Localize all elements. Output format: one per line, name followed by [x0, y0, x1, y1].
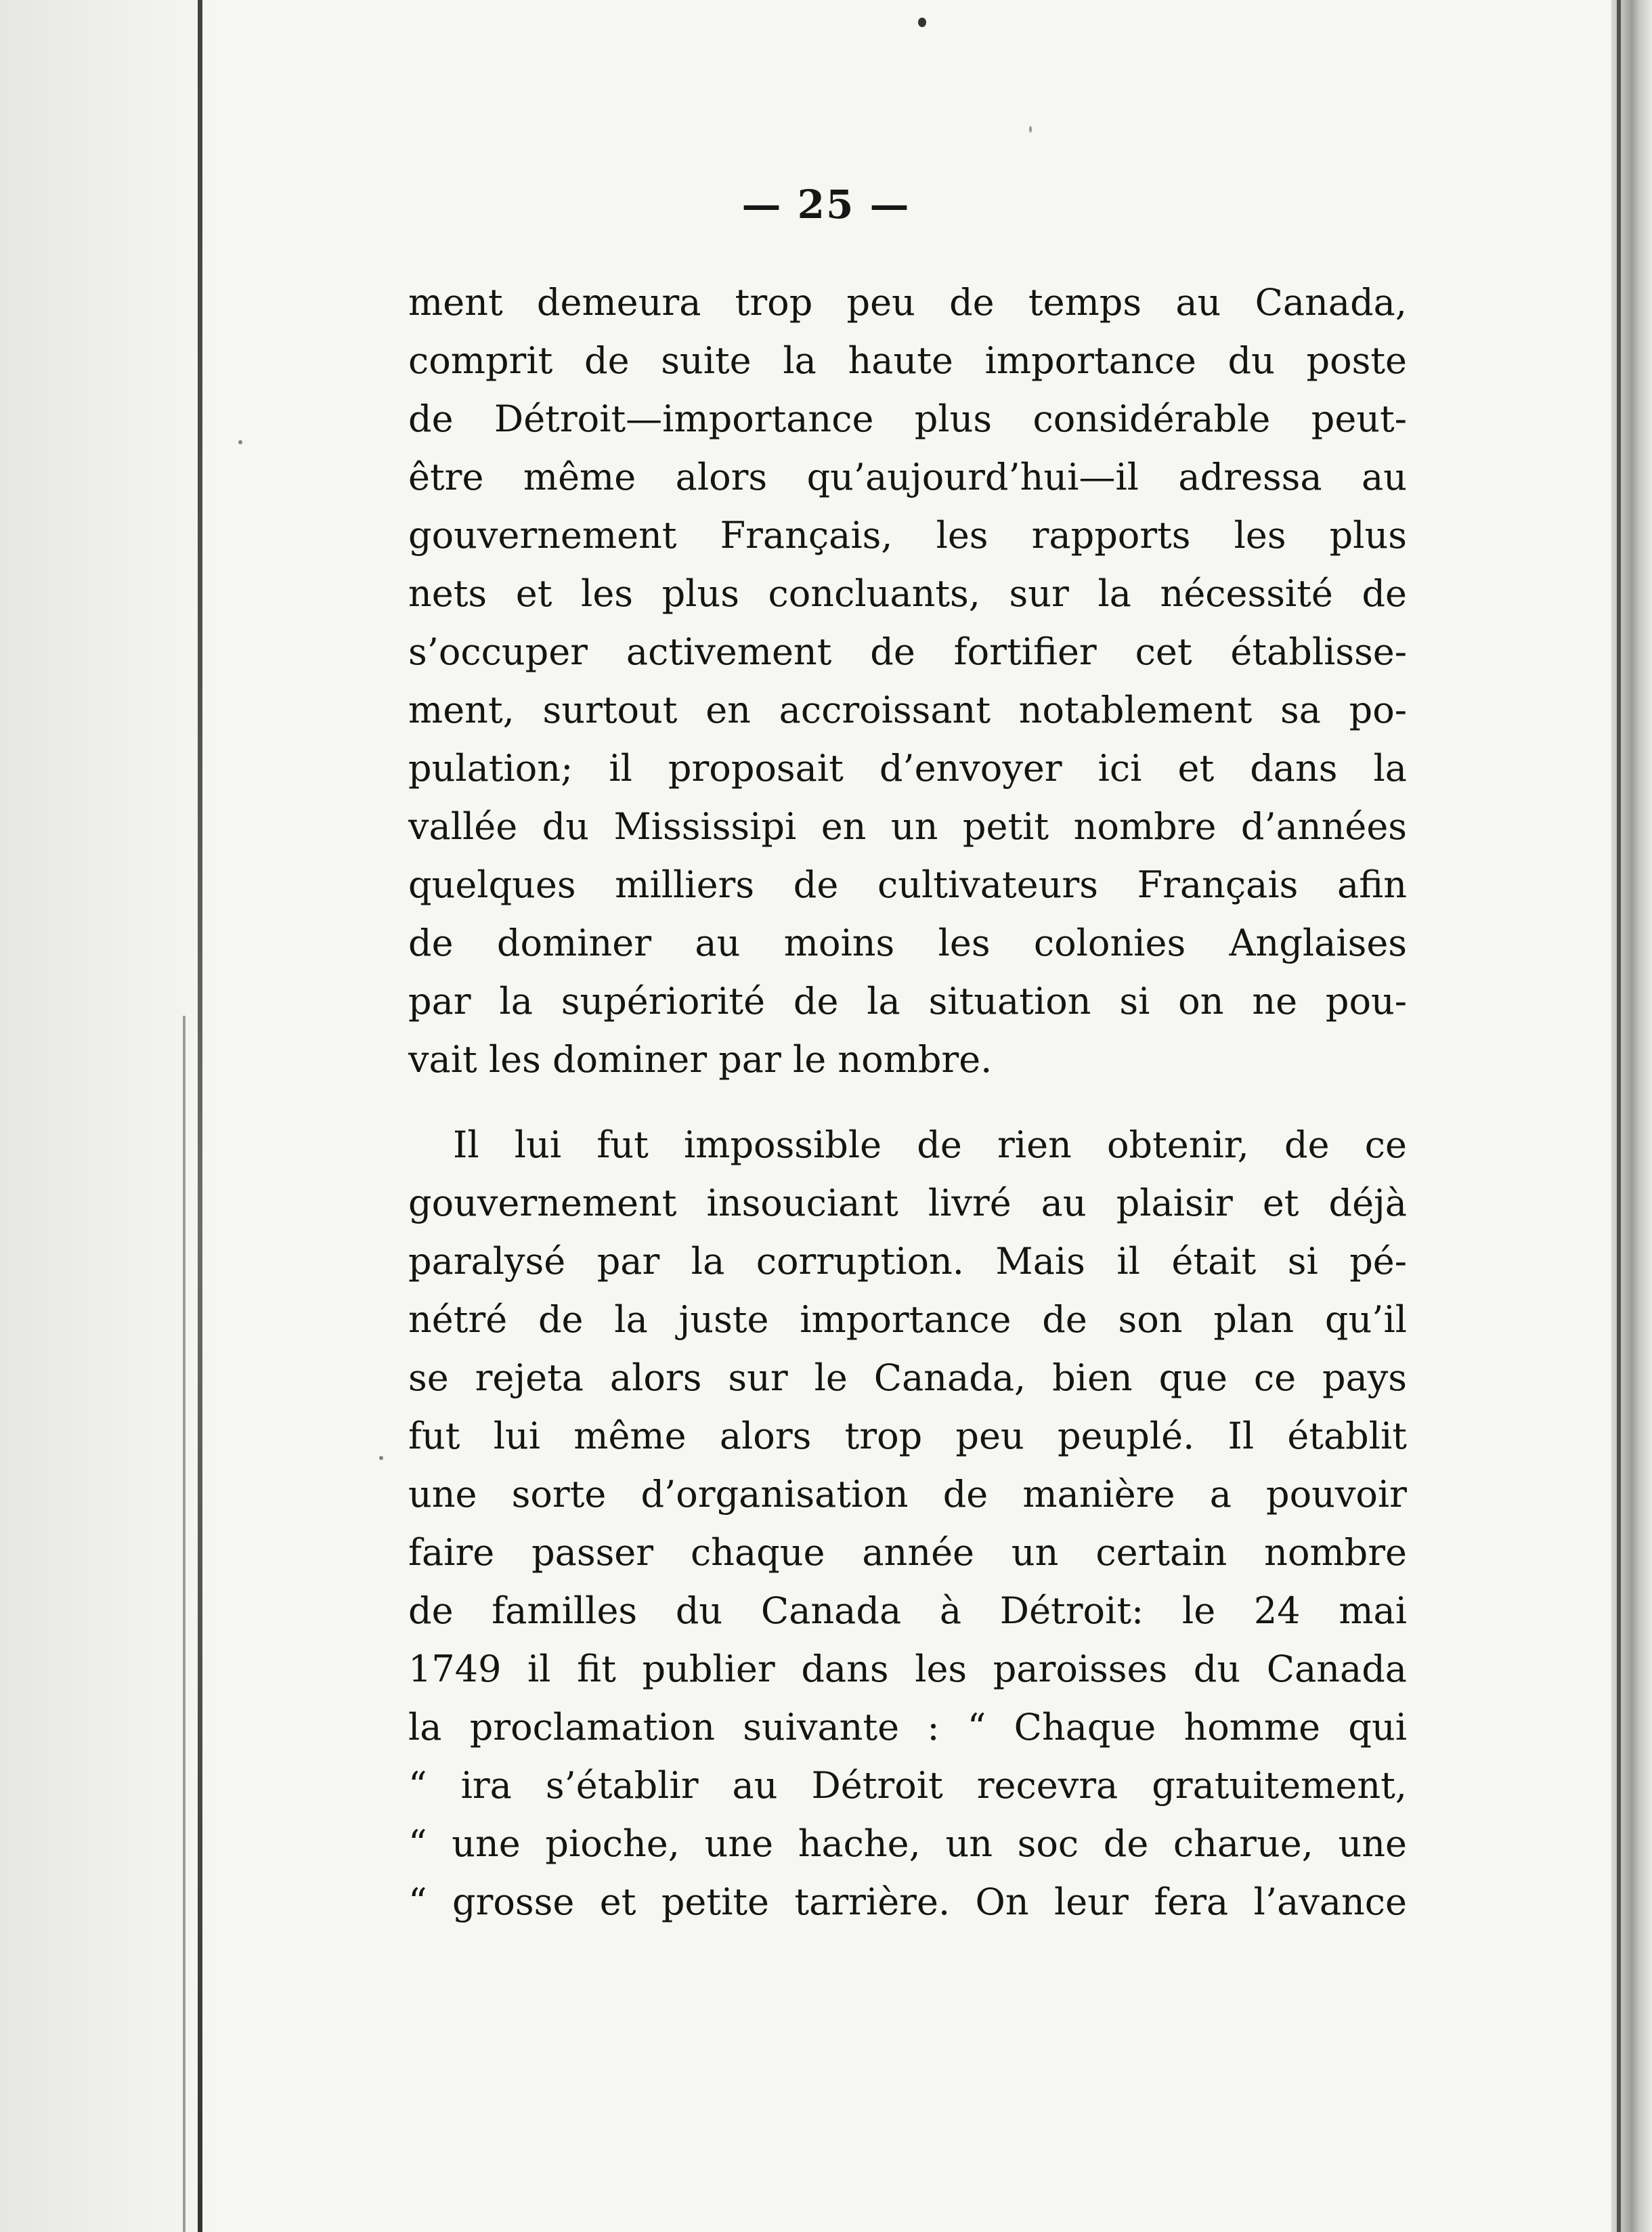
text-line: ment demeura trop peu de temps au Canada,	[408, 281, 1407, 324]
text-line: gouvernement Français, les rapports les plus	[408, 514, 1407, 557]
paragraph	[408, 1116, 1407, 1931]
text-line: de dominer au moins les colonies Anglaises	[408, 922, 1407, 964]
paragraph	[408, 274, 1407, 1089]
ink-speck	[918, 18, 926, 27]
text-line: de Détroit—importance plus considérable peut-	[408, 398, 1407, 440]
text-line: 1749 il fit publier dans les paroisses du Canada	[408, 1648, 1407, 1690]
text-line: faire passer chaque année un certain nombre	[408, 1531, 1407, 1574]
text-line: “ grosse et petite tarrière. On leur fera l’avance	[408, 1881, 1407, 1923]
page-stack-line	[1617, 0, 1621, 2232]
text-line: s’occuper activement de fortifier cet établisse-	[408, 630, 1407, 673]
text-line: “ une pioche, une hache, un soc de charue, une	[408, 1822, 1407, 1865]
text-line: par la supériorité de la situation si on ne pou-	[408, 980, 1407, 1023]
text-line: vait les dominer par le nombre.	[408, 1038, 993, 1081]
text-line: pulation; il proposait d’envoyer ici et dans la	[408, 747, 1407, 790]
text-line: ment, surtout en accroissant notablement sa po-	[408, 689, 1407, 731]
body-text	[408, 274, 1407, 1931]
text-line: être même alors qu’aujourd’hui—il adressa au	[408, 456, 1407, 498]
ink-speck	[1029, 126, 1032, 133]
ink-speck	[379, 1456, 383, 1460]
text-line: “ ira s’établir au Détroit recevra gratuitement,	[408, 1764, 1407, 1807]
paragraph-gap	[408, 1089, 1407, 1116]
text-line: gouvernement insouciant livré au plaisir et déjà	[408, 1182, 1407, 1224]
text-line: une sorte d’organisation de manière a pouvoir	[408, 1473, 1407, 1516]
text-line: nets et les plus concluants, sur la nécessité de	[408, 572, 1407, 615]
binding-edge-line	[198, 0, 202, 2232]
text-line: fut lui même alors trop peu peuplé. Il établit	[408, 1415, 1407, 1457]
text-line: Il lui fut impossible de rien obtenir, de ce	[453, 1123, 1407, 1166]
text-line: quelques milliers de cultivateurs Français afin	[408, 863, 1407, 906]
text-line: comprit de suite la haute importance du poste	[408, 339, 1407, 382]
text-line: la proclamation suivante : “ Chaque homme qui	[408, 1706, 1407, 1748]
text-line: de familles du Canada à Détroit: le 24 mai	[408, 1589, 1407, 1632]
binding-gutter	[0, 0, 223, 2232]
binding-edge-shadow	[183, 1016, 186, 2232]
text-line: nétré de la juste importance de son plan qu’il	[408, 1298, 1407, 1341]
text-line: vallée du Mississipi en un petit nombre d’années	[408, 805, 1407, 848]
text-line: se rejeta alors sur le Canada, bien que ce pays	[408, 1356, 1407, 1399]
ink-speck	[238, 440, 242, 444]
text-line: paralysé par la corruption. Mais il était si pé-	[408, 1240, 1407, 1283]
page-number: — 25 —	[741, 181, 911, 228]
